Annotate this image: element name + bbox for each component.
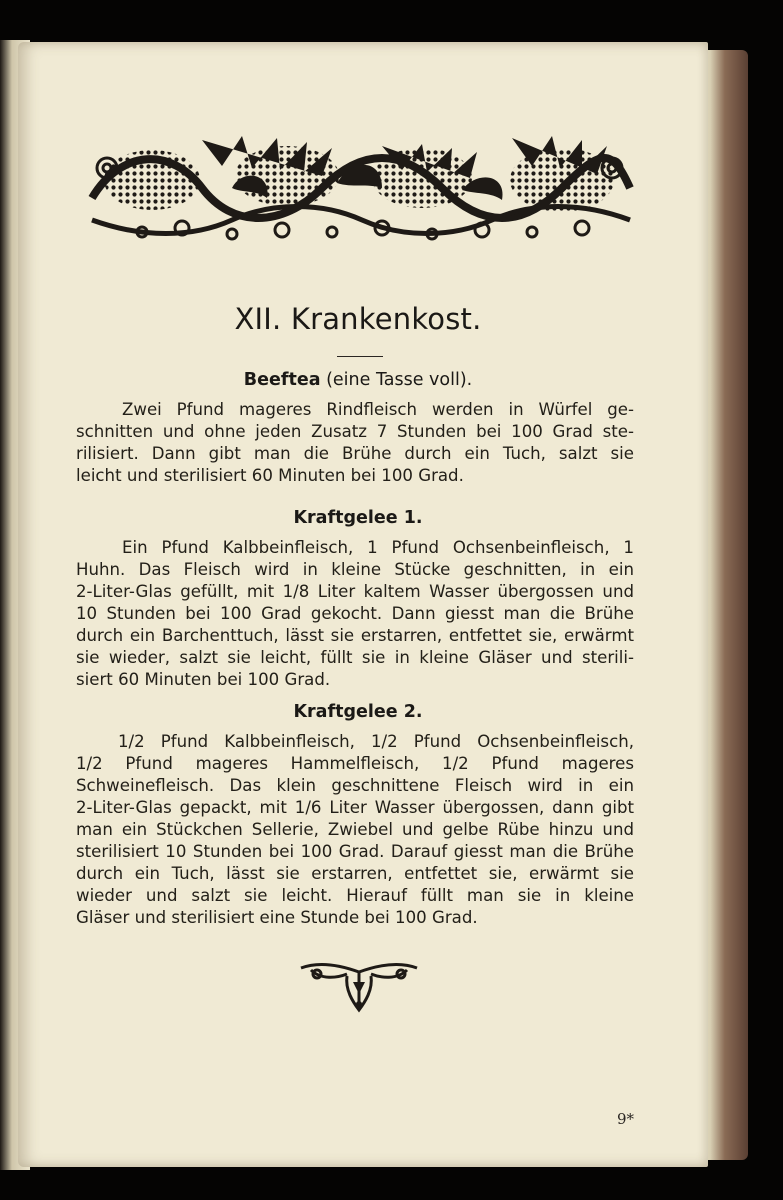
recipe-heading-bold: Beeftea — [243, 370, 321, 390]
text-line: 1/2 Pfund Kalbbeinfleisch, 1/2 Pfund Ochsenbeinfleisch, — [118, 732, 634, 751]
recipe-heading-kraftgelee-1 — [0, 508, 716, 528]
recipe-heading-note: (eine Tasse voll). — [320, 370, 473, 390]
recipe-heading-bold: Kraftgelee 2. — [293, 702, 423, 722]
title-divider — [337, 356, 383, 357]
text-line: 2-Liter-Glas gefüllt, mit 1/8 Liter kaltem Wasser übergossen und — [76, 582, 634, 601]
text-line: schnitten und ohne jeden Zusatz 7 Stunden bei 100 Grad ste- — [76, 422, 634, 441]
chapter-title: XII. Krankenkost. — [234, 302, 482, 336]
text-line: rilisiert. Dann gibt man die Brühe durch ein Tuch, salzt sie — [76, 444, 634, 463]
text-line: man ein Stückchen Sellerie, Zwiebel und gelbe Rübe hinzu und — [76, 820, 634, 839]
text-line: 2-Liter-Glas gepackt, mit 1/6 Liter Wasser übergossen, dann gibt — [76, 798, 634, 817]
text-line: 1/2 Pfund mageres Hammelfleisch, 1/2 Pfund mageres — [76, 754, 634, 773]
text-line: siert 60 Minuten bei 100 Grad. — [76, 670, 331, 689]
floral-vignette-icon — [82, 128, 638, 246]
recipe-heading-beeftea — [0, 370, 716, 390]
text-line: leicht und sterilisiert 60 Minuten bei 100 Grad. — [76, 466, 464, 485]
recipe-heading-kraftgelee-2 — [0, 702, 716, 722]
tailpiece-ornament-icon — [297, 960, 421, 1016]
text-line: sie wieder, salzt sie leicht, füllt sie in kleine Gläser und sterili- — [76, 648, 634, 667]
text-line: durch ein Barchenttuch, lässt sie erstarren, entfettet sie, erwärmt — [76, 626, 634, 645]
text-line: wieder und salzt sie leicht. Hierauf füllt man sie in kleine — [76, 886, 634, 905]
text-line: Schweinefleisch. Das klein geschnittene Fleisch wird in ein — [76, 776, 634, 795]
text-line: Gläser und sterilisiert eine Stunde bei 100 Grad. — [76, 908, 478, 927]
text-line: sterilisiert 10 Stunden bei 100 Grad. Darauf giesst man die Brühe — [76, 842, 634, 861]
page-number: 9* — [616, 1110, 634, 1128]
text-line: 10 Stunden bei 100 Grad gekocht. Dann giesst man die Brühe — [76, 604, 634, 623]
recipe-heading-bold: Kraftgelee 1. — [293, 508, 423, 528]
text-line: durch ein Tuch, lässt sie erstarren, entfettet sie, erwärmt sie — [76, 864, 634, 883]
text-line: Ein Pfund Kalbbeinfleisch, 1 Pfund Ochsenbeinfleisch, 1 — [122, 538, 634, 557]
text-line: Zwei Pfund mageres Rindfleisch werden in Würfel ge- — [122, 400, 634, 419]
text-line: Huhn. Das Fleisch wird in kleine Stücke geschnitten, in ein — [76, 560, 634, 579]
